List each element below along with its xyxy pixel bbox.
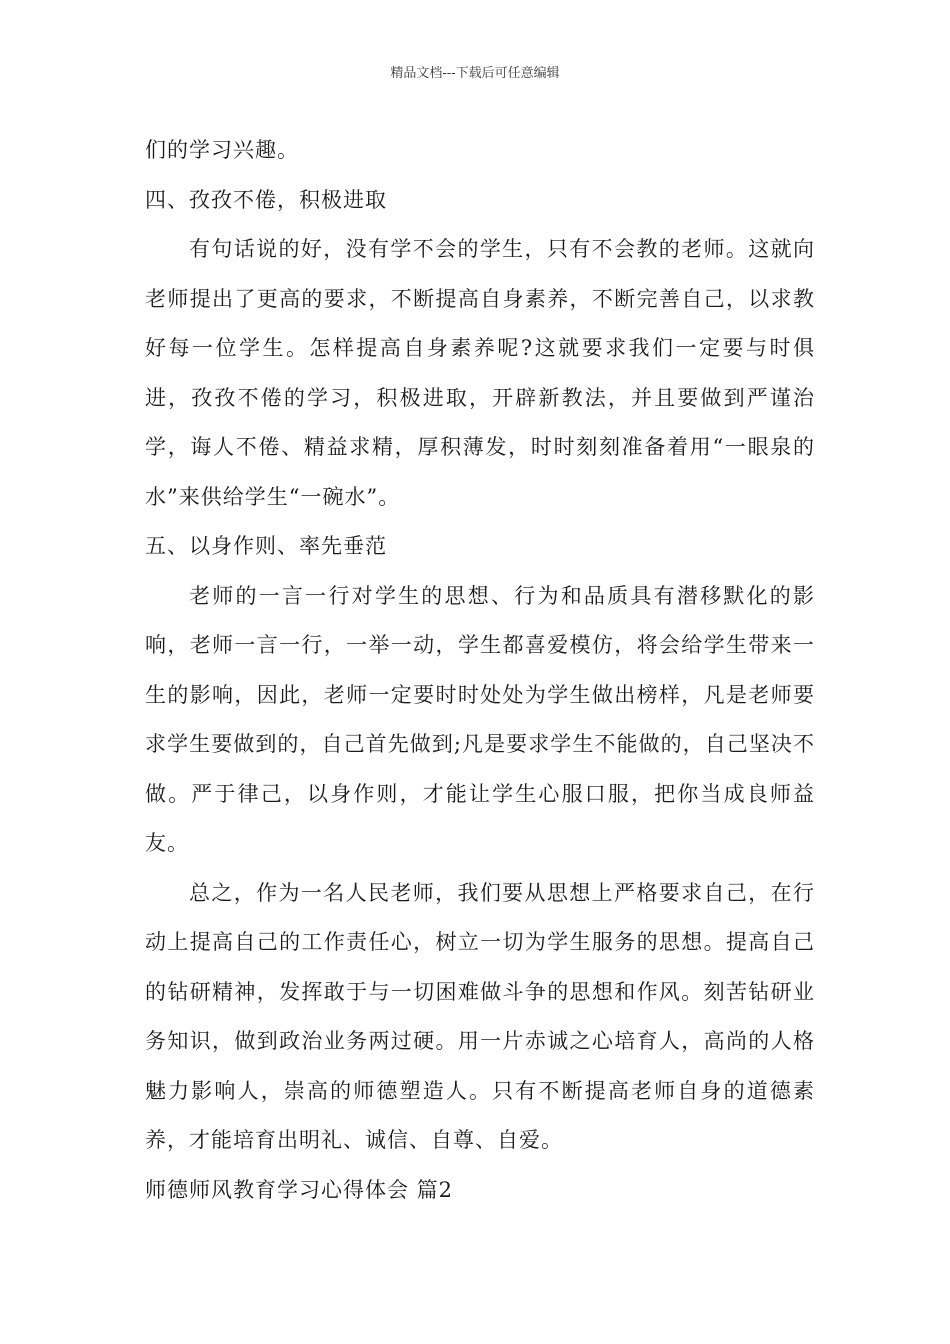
paragraph-continuation: 们的学习兴趣。 xyxy=(145,138,299,162)
section-heading-5: 五、以身作则、率先垂范 xyxy=(145,534,387,558)
article-title-2: 师德师风教育学习心得体会 篇2 xyxy=(145,1177,454,1202)
paragraph-role-model: 老师的一言一行对学生的思想、行为和品质具有潜移默化的影响，老师一言一行，一举一动，学生都喜爱模仿，将会给学生带来一生的影响，因此，老师一定要时时处处为学生做出榜样，凡是老师要求学生要做到的，自己首先做到;凡是要求学生不能做的，自己坚决不做。严于律己，以身作则，才能让学生心服口服，把你当成良师益友。 xyxy=(145,583,815,855)
page-header: 精品文档---下载后可任意编辑 xyxy=(390,66,560,81)
section-heading-4: 四、孜孜不倦，积极进取 xyxy=(145,187,387,212)
paragraph-conclusion: 总之，作为一名人民老师，我们要从思想上严格要求自己，在行动上提高自己的工作责任心，树立一切为学生服务的思想。提高自己的钻研精神，发挥敢于与一切困难做斗争的思想和作风。刻苦钻研业务知识，做到政治业务两过硬。用一片赤诚之心培育人，高尚的人格魅力影响人，崇高的师德塑造人。只有不断提高老师自身的道德素养，才能培育出明礼、诚信、自尊、自爱。 xyxy=(145,880,815,1152)
document-body xyxy=(145,126,815,1215)
paragraph-self-improvement: 有句话说的好，没有学不会的学生，只有不会教的老师。这就向老师提出了更高的要求，不断提高自身素养，不断完善自己，以求教好每一位学生。怎样提高自身素养呢?这就要求我们一定要与时俱进，孜孜不倦的学习，积极进取，开辟新教法，并且要做到严谨治学，诲人不倦、精益求精，厚积薄发，时时刻刻准备着用“一眼泉的水”来供给学生“一碗水”。 xyxy=(145,237,815,509)
